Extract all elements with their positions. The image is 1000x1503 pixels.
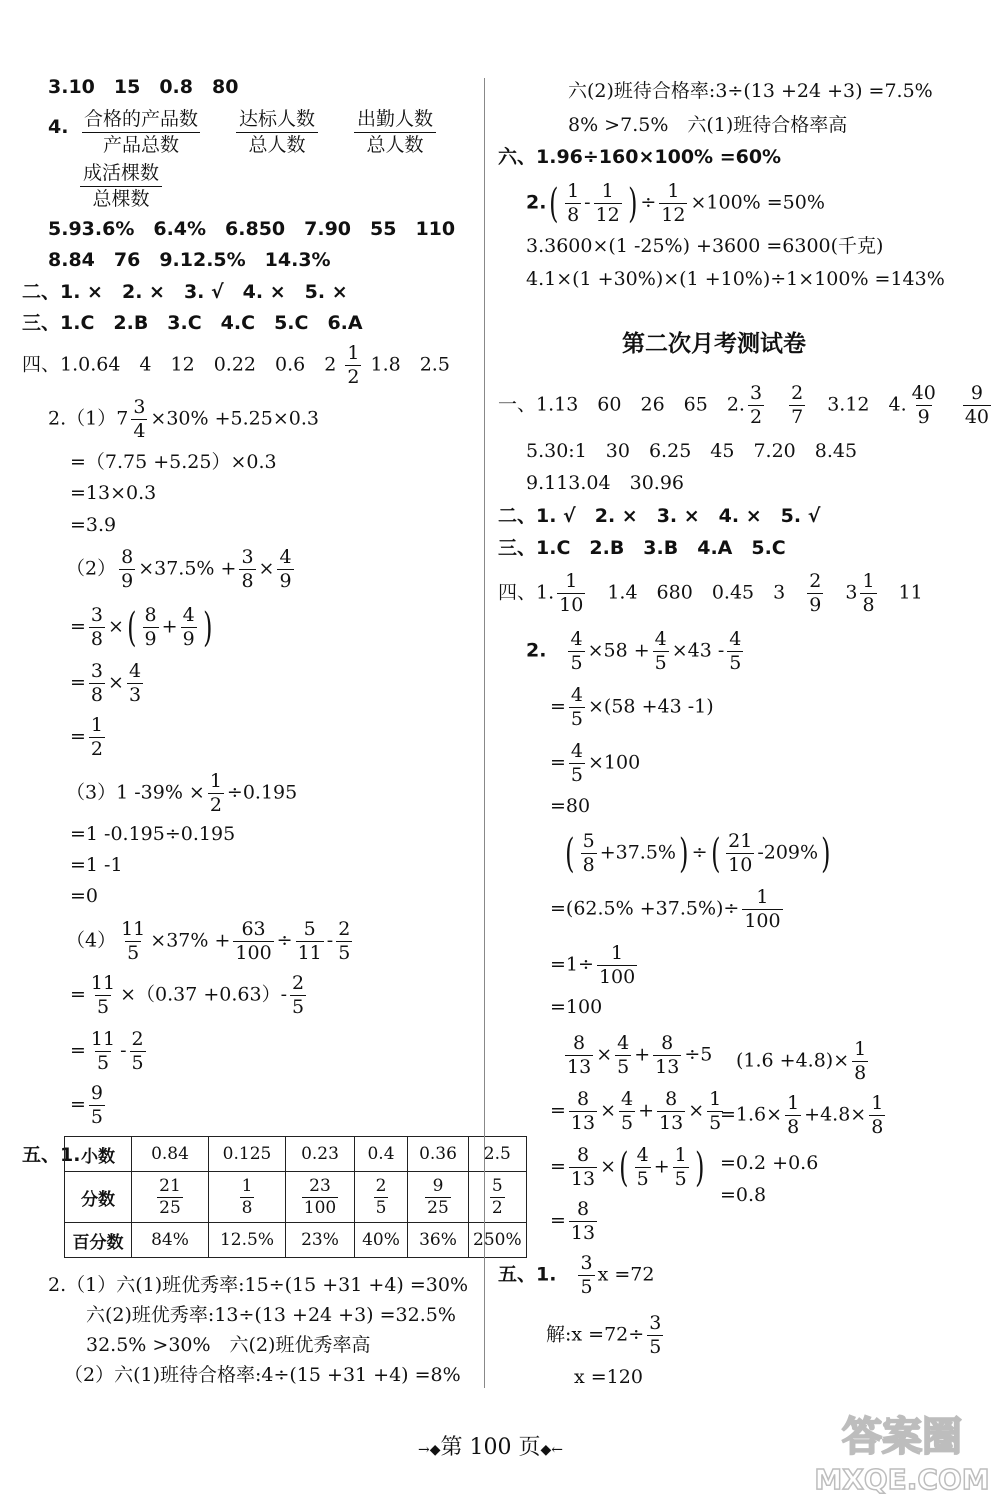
word-fraction-product: 合格的产品数 产品总数 — [83, 108, 198, 156]
calc-e2-step2: =1÷ $\frac{1}{100}$ — [550, 942, 636, 988]
fraction: $\frac{4}{5}$ — [570, 740, 584, 786]
table-cell: $\frac{21}{25}$ — [132, 1172, 209, 1223]
fraction: $\frac{8}{13}$ — [659, 1088, 684, 1134]
fraction: $\frac{4}{5}$ — [636, 1144, 649, 1190]
fraction: $\frac{1}{2}$ — [347, 342, 360, 388]
table-cell: 0.125 — [209, 1137, 286, 1172]
fraction: $\frac{2}{5}$ — [338, 918, 351, 964]
fraction: $\frac{3}{4}$ — [133, 396, 146, 442]
fraction: $\frac{1}{5}$ — [674, 1144, 687, 1190]
fraction: $\frac{2}{5}$ — [292, 972, 305, 1018]
fraction: $\frac{3}{5}$ — [649, 1312, 662, 1358]
table-cell: $\frac{2}{5}$ — [355, 1172, 408, 1223]
test2-section-1: 一、1.13 60 26 65 2. $\frac{3}{2}$ $\frac{2}{7}$ 3.12 4. $\frac{40}{9}$ $\frac{9}{40}$ — [498, 382, 990, 428]
fraction: $\frac{4}{5}$ — [570, 628, 583, 674]
table-cell: 2.5 — [469, 1137, 527, 1172]
fraction: $\frac{4}{5}$ — [729, 628, 742, 674]
q5-equation: 五、1. $\frac{3}{5}$ x =72 — [498, 1252, 655, 1298]
fraction: $\frac{1}{8}$ — [787, 1092, 800, 1138]
fraction: $\frac{4}{5}$ — [570, 684, 584, 730]
calc-2-4-step3: = $\frac{9}{5}$ — [70, 1082, 104, 1128]
word-fraction-standard: 达标人数 总人数 — [236, 110, 318, 155]
fraction: $\frac{3}{8}$ — [90, 604, 104, 650]
fraction: $\frac{63}{100}$ — [235, 918, 272, 964]
table-cell: 0.23 — [286, 1137, 355, 1172]
calc-2-1: 2.（1）7 $\frac{3}{4}$ ×30% +5.25×0.3 — [48, 396, 319, 442]
calc-2-3-step3: =0 — [70, 885, 99, 907]
calc-2-4-step1: = $\frac{11}{5}$ ×（0.37 +0.63）- $\frac{2}{5}$ — [70, 972, 305, 1018]
calc-2-1-step2: =13×0.3 — [70, 482, 157, 504]
fraction: $\frac{8}{13}$ — [570, 1144, 596, 1190]
q5-2-line2: 六(2)班优秀率:13÷(13 +24 +3) =32.5% — [86, 1304, 456, 1326]
section-3-answers: 三、1.C 2.B 3.C 4.C 5.C 6.A — [22, 312, 363, 334]
fraction: $\frac{1}{2}$ — [209, 770, 222, 816]
calc-e4-step2: =0.2 +0.6 — [720, 1152, 819, 1174]
section-4-q1: 四、1.0.64 4 12 0.22 0.6 2 $\frac{1}{2}$ 1.8 2.5 — [22, 342, 450, 388]
svg-text:MXQE.COM: MXQE.COM — [814, 1463, 990, 1496]
table-cell: 0.84 — [132, 1137, 209, 1172]
fraction: $\frac{1}{8}$ — [854, 1038, 867, 1084]
calc-2-3: （3）1 -39% × $\frac{1}{2}$ ÷0.195 — [66, 770, 298, 816]
q5-solution: 解:x =72÷ $\frac{3}{5}$ — [546, 1312, 662, 1358]
calc-e1-step1: = $\frac{4}{5}$ ×(58 +43 -1) — [550, 684, 714, 730]
calc-e2: ( $\frac{5}{8}$ +37.5%) ÷( $\frac{21}{10}$ -209%) — [565, 830, 831, 877]
table-row — [65, 1223, 527, 1258]
fraction: $\frac{1}{2}$ — [90, 714, 104, 760]
calc-e4: (1.6 +4.8)× $\frac{1}{8}$ — [736, 1038, 867, 1084]
calc-2-1-step1: =（7.75 +5.25）×0.3 — [70, 451, 277, 473]
fraction: $\frac{2}{9}$ — [809, 570, 822, 616]
fraction: $\frac{1}{100}$ — [744, 886, 781, 932]
fraction: $\frac{8}{13}$ — [567, 1032, 592, 1078]
q5-answer: x =120 — [574, 1366, 643, 1388]
fraction: $\frac{1}{10}$ — [559, 570, 584, 616]
calc-e4-step1: =1.6× $\frac{1}{8}$ +4.8× $\frac{1}{8}$ — [720, 1092, 884, 1138]
fraction: $\frac{1}{8}$ — [862, 570, 875, 616]
calc-2-3-step1: =1 -0.195÷0.195 — [70, 823, 236, 845]
calc-e1-step3: =80 — [550, 795, 591, 817]
calc-2-2: （2） $\frac{8}{9}$ ×37.5% + $\frac{3}{8}$ × $\frac{4}{9}$ — [66, 546, 292, 592]
fraction: $\frac{9}{5}$ — [90, 1082, 104, 1128]
word-fraction-trees: 成活棵数 总棵数 — [80, 164, 162, 209]
table-row — [65, 1172, 527, 1223]
table-cell: 250% — [469, 1223, 527, 1258]
calc-2-2-step1: = $\frac{3}{8}$ ×( $\frac{8}{9}$ + $\frac{4}{9}$ ) — [70, 604, 213, 651]
calc-2-4-step2: = $\frac{11}{5}$ - $\frac{2}{5}$ — [70, 1028, 144, 1074]
fraction: $\frac{11}{5}$ — [90, 972, 116, 1018]
row-label: 小数 — [65, 1137, 132, 1172]
right-line-1: 六(2)班待合格率:3÷(13 +24 +3) =7.5% — [568, 80, 933, 102]
table-cell: $\frac{5}{2}$ — [469, 1172, 527, 1223]
table-row — [65, 1137, 527, 1172]
table-cell: $\frac{23}{100}$ — [286, 1172, 355, 1223]
section-6-q2: 2.( $\frac{1}{8}$ - $\frac{1}{12}$ ) ÷ $\frac{1}{12}$ ×100% =50% — [526, 180, 825, 227]
table-cell: 12.5% — [209, 1223, 286, 1258]
section-6-q3: 3.3600×(1 -25%) +3600 =6300(千克) — [526, 235, 884, 257]
fraction: $\frac{4}{9}$ — [182, 604, 195, 650]
fraction: $\frac{40}{9}$ — [911, 382, 936, 428]
row-label: 分数 — [65, 1172, 132, 1223]
fraction: $\frac{11}{5}$ — [121, 918, 146, 964]
table-cell: 40% — [355, 1223, 408, 1258]
fraction: $\frac{4}{5}$ — [621, 1088, 634, 1134]
fraction: $\frac{4}{9}$ — [279, 546, 292, 592]
calc-e3-step1: = $\frac{8}{13}$ × $\frac{4}{5}$ + $\frac{8}{13}$ × $\frac{1}{5}$ — [550, 1088, 722, 1134]
table-cell: 84% — [132, 1223, 209, 1258]
line-q5: 5.93.6% 6.4% 6.850 7.90 55 110 — [48, 218, 456, 240]
test2-line-9: 9.113.04 30.96 — [526, 472, 685, 494]
fraction: $\frac{8}{9}$ — [121, 546, 134, 592]
line-q8: 8.84 76 9.12.5% 14.3% — [48, 249, 331, 271]
calc-2-2-step3: = $\frac{1}{2}$ — [70, 714, 104, 760]
fraction: $\frac{8}{13}$ — [570, 1198, 596, 1244]
fraction: $\frac{4}{3}$ — [128, 660, 142, 706]
q5-2-line3: 32.5% >30% 六(2)班优秀率高 — [86, 1334, 371, 1356]
fraction: $\frac{1}{12}$ — [595, 180, 620, 226]
q5-2-line4: （2）六(1)班待合格率:4÷(15 +31 +4) =8% — [64, 1364, 461, 1386]
fraction: $\frac{3}{8}$ — [241, 546, 254, 592]
section-2-answers: 二、1. × 2. × 3. √ 4. × 5. × — [22, 281, 348, 303]
table-cell: $\frac{9}{25}$ — [408, 1172, 469, 1223]
fraction: $\frac{2}{7}$ — [791, 382, 804, 428]
fraction: $\frac{11}{5}$ — [90, 1028, 116, 1074]
calc-e1: 2. $\frac{4}{5}$ ×58 + $\frac{4}{5}$ ×43 - $\frac{4}{5}$ — [526, 628, 742, 674]
fraction: $\frac{3}{2}$ — [749, 382, 763, 428]
section-5-label: 五、1. — [22, 1144, 81, 1166]
word-fraction-attendance: 出勤人数 总人数 — [354, 110, 436, 155]
fraction: $\frac{5}{8}$ — [582, 830, 595, 876]
table-cell: 36% — [408, 1223, 469, 1258]
fraction: $\frac{3}{8}$ — [90, 660, 104, 706]
calc-e4-step3: =0.8 — [720, 1184, 767, 1206]
calc-2-4: （4） $\frac{11}{5}$ ×37% + $\frac{63}{100}$ ÷ $\frac{5}{11}$ - $\frac{2}{5}$ — [66, 918, 351, 964]
test2-section-4: 四、1. $\frac{1}{10}$ 1.4 680 0.45 3 $\frac{2}{9}$ 3 $\frac{1}{8}$ 11 — [498, 570, 923, 616]
table-cell: 23% — [286, 1223, 355, 1258]
fraction: $\frac{5}{11}$ — [297, 918, 322, 964]
page-title: 第二次月考测试卷 — [622, 331, 806, 357]
fraction: $\frac{8}{9}$ — [144, 604, 157, 650]
column-divider — [484, 78, 485, 1388]
fraction: $\frac{8}{13}$ — [655, 1032, 680, 1078]
line-q3: 3.10 15 0.8 80 — [48, 76, 239, 98]
row-label: 百分数 — [65, 1223, 132, 1258]
fraction: $\frac{8}{13}$ — [570, 1088, 596, 1134]
fraction: $\frac{21}{10}$ — [728, 830, 753, 876]
calc-2-1-step3: =3.9 — [70, 514, 117, 536]
table-cell: 0.36 — [408, 1137, 469, 1172]
calc-2-2-step2: = $\frac{3}{8}$ × $\frac{4}{3}$ — [70, 660, 142, 706]
calc-e3-step3: = $\frac{8}{13}$ — [550, 1198, 596, 1244]
fraction: $\frac{4}{5}$ — [617, 1032, 630, 1078]
test2-section-3: 三、1.C 2.B 3.B 4.A 5.C — [498, 537, 786, 559]
svg-text:答案圈: 答案圈 — [842, 1414, 962, 1460]
calc-e1-step2: = $\frac{4}{5}$ ×100 — [550, 740, 641, 786]
fraction: $\frac{1}{5}$ — [709, 1088, 722, 1134]
fraction: $\frac{9}{40}$ — [964, 382, 990, 428]
right-line-2: 8% >7.5% 六(1)班待合格率高 — [568, 114, 848, 136]
calc-2-3-step2: =1 -1 — [70, 854, 123, 876]
fraction: $\frac{3}{5}$ — [580, 1252, 593, 1298]
calc-e3: $\frac{8}{13}$ × $\frac{4}{5}$ + $\frac{8}{13}$ ÷5 — [567, 1032, 713, 1078]
section-6-q1: 六、1.96÷160×100% =60% — [498, 146, 782, 168]
watermark-logo — [810, 1405, 995, 1500]
fraction: $\frac{1}{8}$ — [567, 180, 580, 226]
test2-line-5: 5.30:1 30 6.25 45 7.20 8.45 — [526, 440, 858, 462]
calc-e2-step1: =(62.5% +37.5%)÷ $\frac{1}{100}$ — [550, 886, 781, 932]
page-number: →◆第 100 页◆← — [418, 1435, 563, 1460]
table-cell: 0.4 — [355, 1137, 408, 1172]
fraction: $\frac{1}{12}$ — [661, 180, 686, 226]
conversion-table — [64, 1136, 527, 1258]
test2-section-2: 二、1. √ 2. × 3. × 4. × 5. √ — [498, 505, 821, 527]
table-cell: $\frac{1}{8}$ — [209, 1172, 286, 1223]
q5-2-line1: 2.（1）六(1)班优秀率:15÷(15 +31 +4) =30% — [48, 1274, 469, 1296]
calc-e3-step2: = $\frac{8}{13}$ ×( $\frac{4}{5}$ + $\frac{1}{5}$ ) — [550, 1144, 705, 1191]
fraction: $\frac{2}{5}$ — [131, 1028, 144, 1074]
fraction: $\frac{1}{100}$ — [598, 942, 636, 988]
fraction: $\frac{1}{8}$ — [871, 1092, 884, 1138]
calc-e2-step3: =100 — [550, 996, 603, 1018]
fraction: $\frac{4}{5}$ — [654, 628, 667, 674]
line-q4-label: 4. — [48, 116, 69, 138]
section-6-q4: 4.1×(1 +30%)×(1 +10%)÷1×100% =143% — [526, 268, 945, 290]
